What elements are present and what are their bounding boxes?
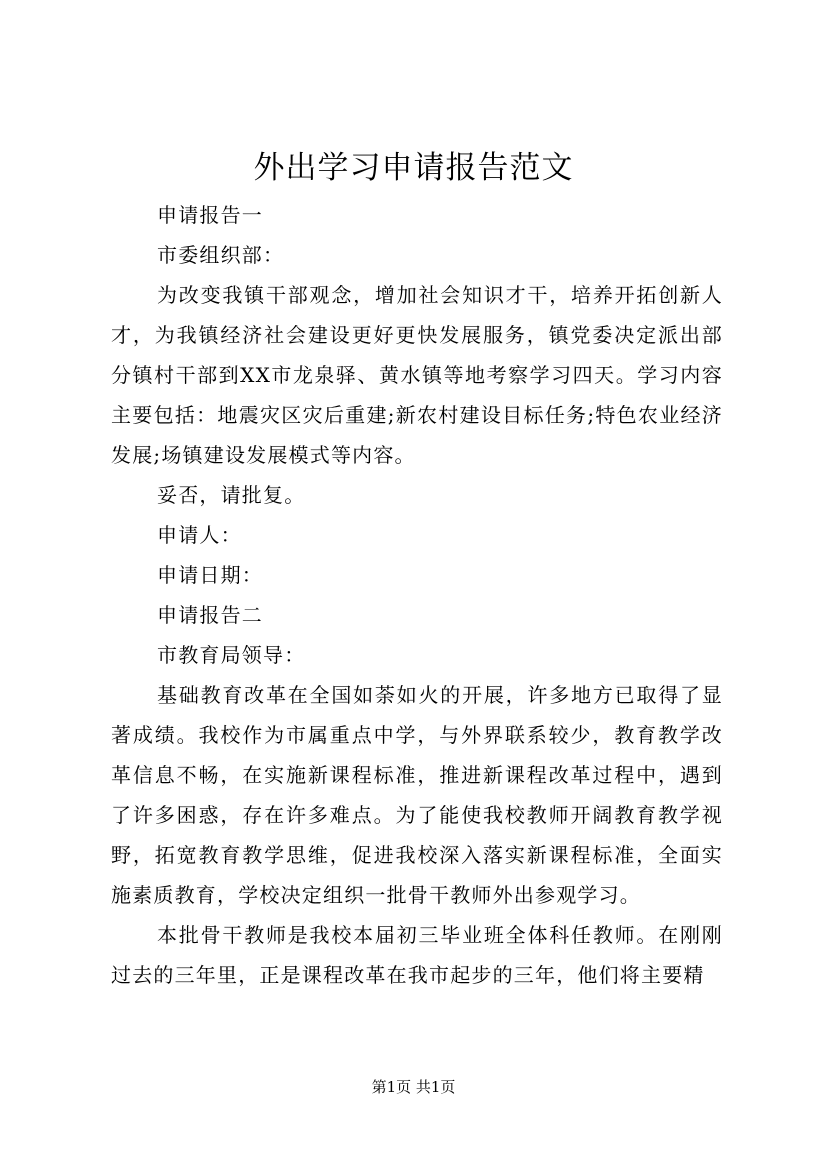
paragraph-report-two-teachers: 本批骨干教师是我校本届初三毕业班全体科任教师。在刚刚过去的三年里，正是课程改革在我市起步的三年，他们将主要精 xyxy=(111,923,723,987)
page-footer: 第1页 共1页 xyxy=(371,1078,456,1096)
paragraph-report-one-heading: 申请报告一 xyxy=(157,203,263,227)
paragraph-report-two-heading: 申请报告二 xyxy=(157,603,263,627)
document-title: 外出学习申请报告范文 xyxy=(253,150,574,186)
paragraph-salutation-one: 市委组织部： xyxy=(157,243,285,267)
paragraph-applicant: 申请人： xyxy=(157,523,242,547)
document-body xyxy=(111,195,723,995)
paragraph-report-two-body: 基础教育改革在全国如荼如火的开展，许多地方已取得了显著成绩。我校作为市属重点中学，与外界联系较少，教育教学改革信息不畅，在实施新课程标准，推进新课程改革过程中，遇到了许多困惑，存在许多难点。为了能使我校教师开阔教育教学视野，拓宽教育教学思维，促进我校深入落实新课程标准，全面实施素质教育，学校决定组织一批骨干教师外出参观学习。 xyxy=(111,683,723,907)
paragraph-application-date: 申请日期： xyxy=(157,563,263,587)
paragraph-salutation-two: 市教育局领导： xyxy=(157,643,306,667)
paragraph-report-one-body: 为改变我镇干部观念，增加社会知识才干，培养开拓创新人才，为我镇经济社会建设更好更快发展服务，镇党委决定派出部分镇村干部到XX市龙泉驿、黄水镇等地考察学习四天。学习内容主要包括：地震灾区灾后重建;新农村建设目标任务;特色农业经济发展;场镇建设发展模式等内容。 xyxy=(111,283,723,467)
paragraph-request-approval: 妥否，请批复。 xyxy=(157,483,306,507)
